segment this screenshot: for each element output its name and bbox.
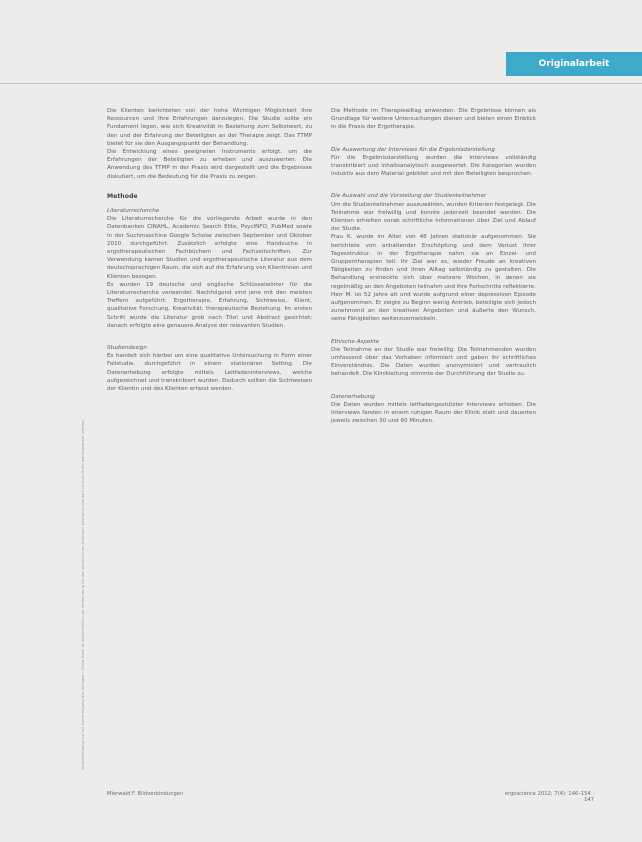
paragraph: Um die Studienteilnehmer auszuwählen, wurden Kriterien festgelegt. Die Teilnahme war freiwillig und konnte jederzeit beendet werden. Die Klienten erhielten vorab schriftliche Informationen über Ziel und Ablauf der Studie. xyxy=(331,201,536,233)
section-tab: Originalarbeit xyxy=(506,52,642,76)
subheading-literaturrecherche: Literaturrecherche xyxy=(107,208,160,215)
subheading-studiendesign: Studiendesign xyxy=(107,345,147,352)
paragraph: Frau K. wurde im Alter von 48 Jahren stationär aufgenommen. Sie berichtete von anhaltender Erschöpfung und dem Verlust ihrer Tagesstruktur. In der Ergotherapie nahm sie an Einzel- und Gruppentherapien teil. Ihr Ziel war es, wieder Freude an kreativen Tätigkeiten zu finden und ihren Alltag selbständig zu gestalten. Die Behandlung erstreckte sich über mehrere Wochen, in denen sie regelmäßig an den Angeboten teilnahm und ihre Fortschritte reflektierte. xyxy=(331,234,536,290)
footer-author: Mierwald F. Bildverbindungen xyxy=(107,791,184,797)
paragraph: Die Daten wurden mittels leitfadengestützter Interviews erhoben. Die Interviews fanden in einem ruhigen Raum der Klinik statt und dauerten jeweils zwischen 30 und 60 Minuten. xyxy=(331,401,536,425)
header-rule xyxy=(0,83,642,84)
subheading-datenerhebung: Datenerhebung xyxy=(331,393,375,400)
paragraph: Für die Ergebnisdarstellung wurden die Interviews vollständig transkribiert und inhaltsanalytisch ausgewertet. Die Kategorien wurden induktiv aus dem Material gebildet und mit den Beteiligten besprochen. xyxy=(331,154,536,178)
subheading-auswertung: Die Auswertung der Interviews für die Ergebnisdarstellung xyxy=(331,146,495,153)
paragraph: Die Teilnahme an der Studie war freiwillig. Die Teilnehmenden wurden umfassend über das Vorhaben informiert und gaben ihr schriftliches Einverständnis. Die Daten wurden anonymisiert und vertraulich behandelt. Die Klinikleitung stimmte der Durchführung der Studie zu. xyxy=(331,346,536,378)
paragraph: Es handelt sich hierbei um eine qualitative Untersuchung in Form einer Fallstudie, durchgeführt in einem stationären Setting. Die Datenerhebung erfolgte mittels Leitfadeninterviews, welche aufgezeichnet und transkribiert wurden. Dadurch sollten die Sichtweisen der Klientin und des Klienten erfasst werden. xyxy=(107,353,312,393)
paragraph: Die Literaturrecherche für die vorliegende Arbeit wurde in den Datenbanken CINAHL, Academic Search Elite, PsycINFO, PubMed sowie in der Suchmaschine Google Scholar zwischen September und Oktober 2010 durchgeführt. Zusätzlich erfolgte eine Handsuche in ergotherapeutischen Fachbüchern und Fachzeitschriften. Zur Verwendung kamen Studien und ergotherapeutische Literatur aus dem deutschsprachigen Raum, die sich auf die Erfahrung von Klientinnen und Klienten bezogen. xyxy=(107,216,312,280)
paragraph: Die Entwicklung eines geeigneten Instruments erfolgt, um die Erfahrungen der Beteiligten zu erheben und auszuwerten. Die Anwendung des TTMP in der Praxis wird dargestellt und die Ergebnisse diskutiert, um die Bedeutung für die Praxis zu zeigen. xyxy=(107,149,312,180)
section-heading-methode: Methode xyxy=(107,192,138,200)
paragraph: Es wurden 19 deutsche und englische Schlüsselwörter für die Literaturrecherche verwendet. Nachfolgend sind jene mit den meisten Treffern aufgeführt: Ergotherapie, Erfahrung, Sichtweise, Klient, qualitative Forschung, Kreativität, therapeutische Beziehung. Im ersten Schritt wurde die Literatur grob nach Titel und Abstract gesichtet; danach erfolgte eine genauere Analyse der relevanten Studien. xyxy=(107,281,312,329)
subheading-ethik: Ethische Aspekte xyxy=(331,338,380,345)
paragraph: Herr M. ist 52 Jahre alt und wurde aufgrund einer depressiven Episode aufgenommen. Er zeigte zu Beginn wenig Antrieb, beteiligte sich jedoch zunehmend an den kreativen Angeboten und äußerte den Wunsch, seine Fähigkeiten weiterzuentwickeln. xyxy=(331,291,536,323)
subheading-studienteilnehmer: Die Auswahl und die Vorstellung der Studienteilnehmer xyxy=(331,193,487,200)
paragraph: Die Methode im Therapiealltag anwenden. Die Ergebnisse können als Grundlage für weitere Untersuchungen dienen und bieten einen Einblick in die Praxis der Ergotherapie. xyxy=(331,108,536,131)
copyright-sidenote: Vervielfältigung nur mit Genehmigung des Verlages • Diese Datei ist ausschließlich zur Verwendung für den persönlichen Gebrauch bestimmt und darf nicht an Dritte weitergegeben werden xyxy=(81,419,85,770)
left-column xyxy=(107,107,312,827)
paragraph: Die Klienten berichteten von der hohe Wichtigen Möglichkeit ihre Ressourcen und Ihre Erfahrungen darzulegen. Die Studie sollte ein Fundament legen, wie sich Kreativität in Beziehung zum Selbstwert, zu den und der Erfahrung der Beteiligten an der Therapie zeigt. Das TTMP bietet für sie den Ausgangspunkt der Behandlung. xyxy=(107,108,312,147)
footer-citation: ergoscience 2012; 7(4): 146–154 · 147 xyxy=(504,791,594,803)
right-column xyxy=(331,107,536,827)
